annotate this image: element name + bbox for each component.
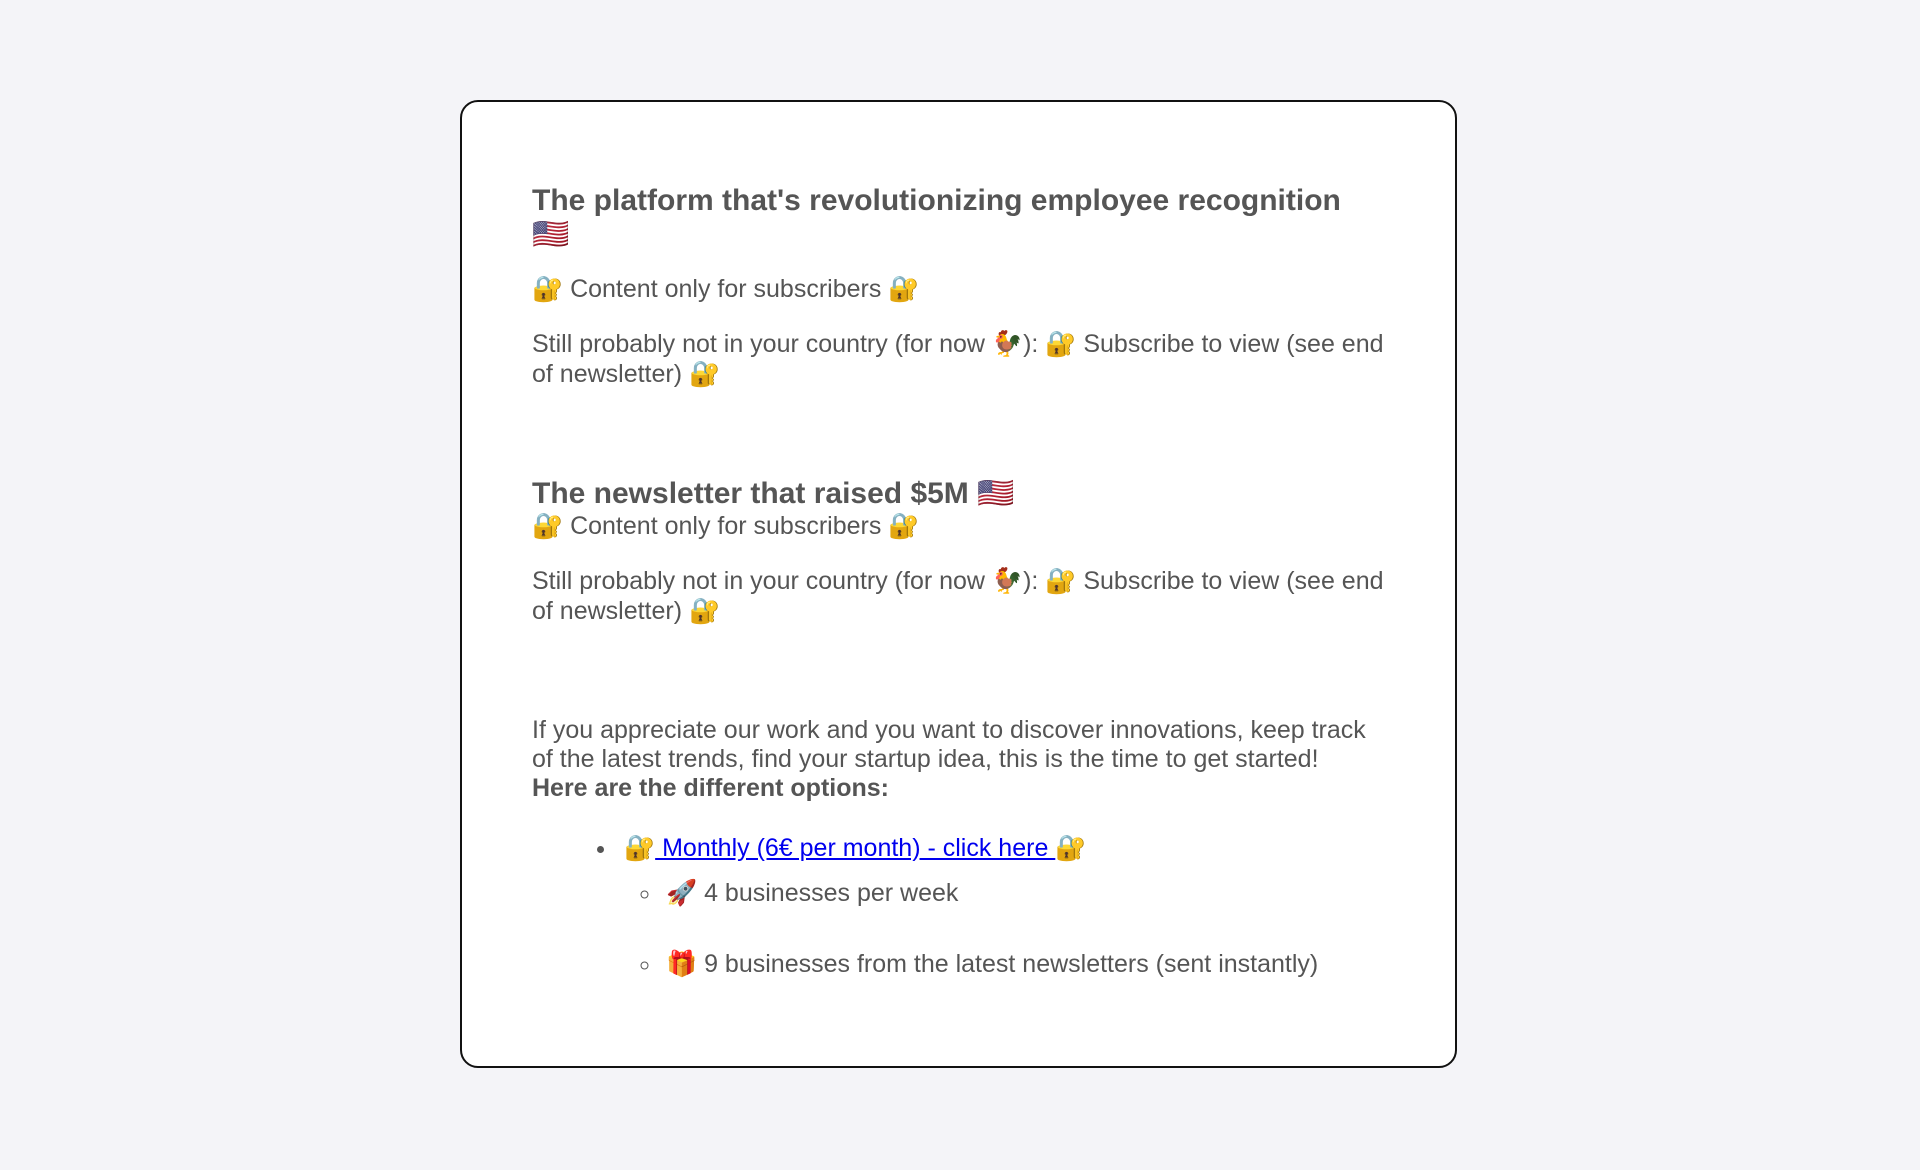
lock-icon: 🔐 — [1055, 833, 1087, 862]
section-title: The platform that's revolutionizing employee recognition 🇺🇸 — [532, 184, 1341, 251]
section-employee-recognition — [532, 184, 1385, 389]
plan-item-monthly — [618, 833, 1385, 979]
pitch-text: If you appreciate our work and you want to discover innovations, keep track of the latest trends, find your startup idea, this is the time to get started! — [532, 716, 1366, 773]
subscribers-only-notice: 🔐 Content only for subscribers 🔐 — [532, 512, 920, 540]
feature-item: ◦ 🎁 9 businesses from the latest newsletters (sent instantly) — [662, 949, 1385, 979]
feature-item: ◦ 🚀 4 businesses per week — [662, 878, 1385, 908]
country-notice: Still probably not in your country (for now 🐓): 🔐 Subscribe to view (see end of newsletter) 🔐 — [532, 330, 1384, 388]
plan-features — [624, 878, 1385, 979]
options-heading: Here are the different options: — [532, 774, 889, 802]
country-notice: Still probably not in your country (for now 🐓): 🔐 Subscribe to view (see end of newsletter) 🔐 — [532, 567, 1384, 625]
monthly-plan-link[interactable]: Monthly (6€ per month) - click here — [655, 834, 1056, 862]
section-newsletter-raised — [532, 477, 1385, 626]
subscription-pitch — [532, 716, 1385, 803]
subscribers-only-notice: 🔐 Content only for subscribers 🔐 — [532, 275, 920, 303]
plan-list — [532, 833, 1385, 979]
newsletter-card — [460, 100, 1457, 1068]
section-title: The newsletter that raised $5M 🇺🇸 — [532, 477, 1015, 510]
lock-icon: 🔐 — [624, 833, 656, 862]
